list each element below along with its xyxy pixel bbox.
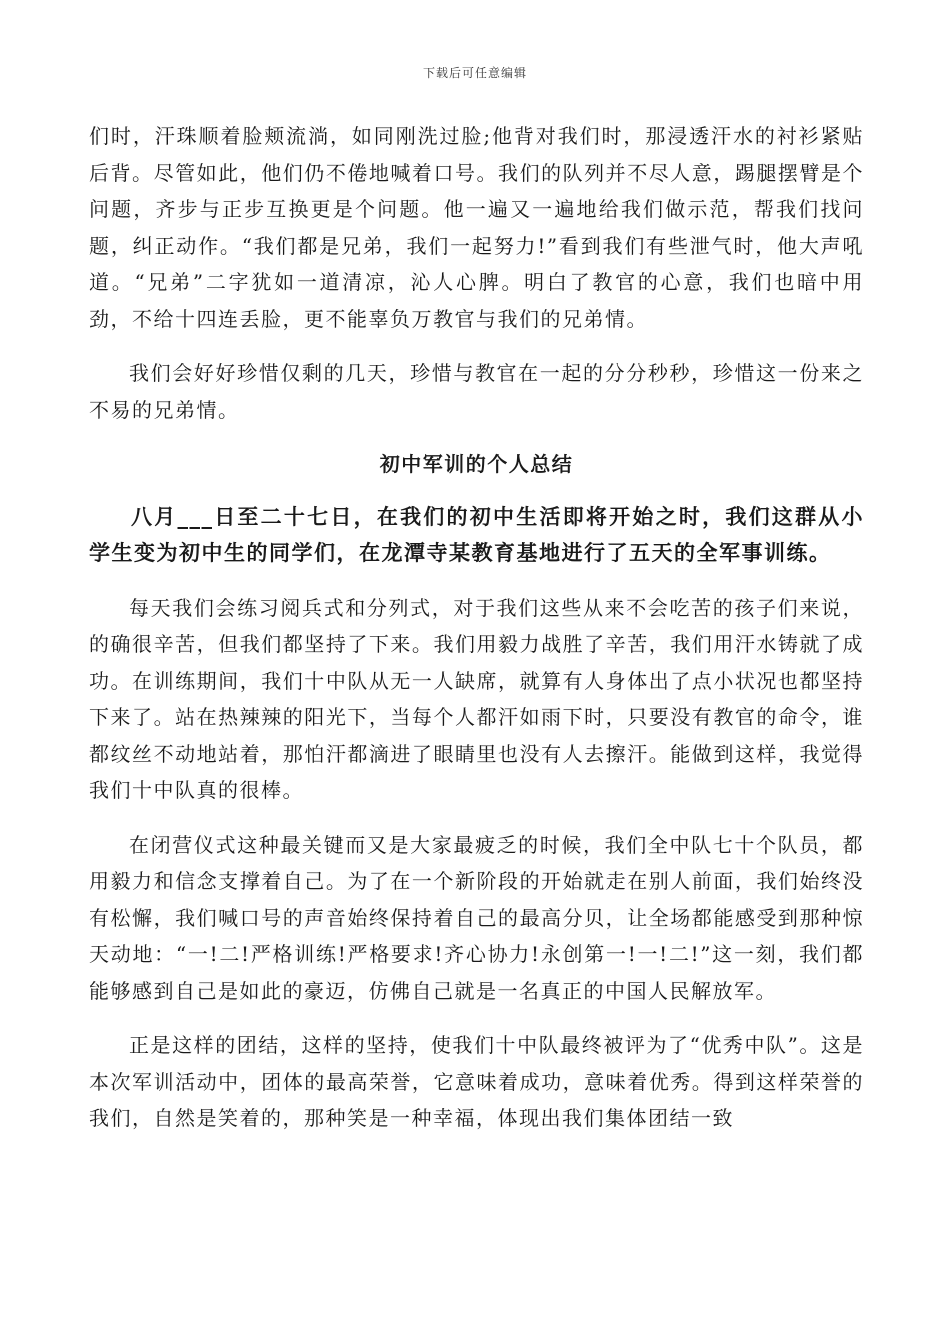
paragraph-2: 我们会好好珍惜仅剩的几天，珍惜与教官在一起的分分秒秒，珍惜这一份来之不易的兄弟情。 (89, 361, 864, 422)
page-header: 下载后可任意编辑 (422, 66, 527, 80)
paragraph-4: 每天我们会练习阅兵式和分列式，对于我们这些从来不会吃苦的孩子们来说，的确很辛苦，但我们都坚持了下来。我们用毅力战胜了辛苦，我们用汗水铸就了成功。在训练期间，我们十中队从无一人缺席，就算有人身体出了点小状况也都坚持下来了。站在热辣辣的阳光下，当每个人都汗如雨下时，只要没有教官的命令，谁都纹丝不动地站着，那怕汗都滴进了眼睛里也没有人去擦汗。能做到这样，我觉得我们十中队真的很棒。 (89, 595, 864, 802)
paragraph-1: 们时，汗珠顺着脸颊流淌，如同刚洗过脸;他背对我们时，那浸透汗水的衬衫紧贴后背。尽管如此，他们仍不倦地喊着口号。我们的队列并不尽人意，踢腿摆臂是个问题，齐步与正步互换更是个问题。他一遍又一遍地给我们做示范，帮我们找问题，纠正动作。“我们都是兄弟，我们一起努力!”看到我们有些泄气时，他大声吼道。“兄弟”二字犹如一道清凉，沁人心脾。明白了教官的心意，我们也暗中用劲，不给十四连丢脸，更不能辜负万教官与我们的兄弟情。 (89, 124, 864, 331)
paragraph-5: 在闭营仪式这种最关键而又是大家最疲乏的时候，我们全中队七十个队员，都用毅力和信念支撑着自己。为了在一个新阶段的开始就走在别人前面，我们始终没有松懈，我们喊口号的声音始终保持着自己的最高分贝，让全场都能感受到那种惊天动地：“一!二!严格训练!严格要求!齐心协力!永创第一!一!二!”这一刻，我们都能够感到自己是如此的豪迈，仿佛自己就是一名真正的中国人民解放军。 (89, 832, 864, 1003)
paragraph-3-bold: 八月___日至二十七日，在我们的初中生活即将开始之时，我们这群从小学生变为初中生的同学们，在龙潭寺某教育基地进行了五天的全军事训练。 (89, 503, 864, 565)
section-title: 初中军训的个人总结 (379, 452, 574, 476)
document-body (89, 118, 864, 1155)
paragraph-6: 正是这样的团结，这样的坚持，使我们十中队最终被评为了“优秀中队”。这是本次军训活动中，团体的最高荣誉，它意味着成功，意味着优秀。得到这样荣誉的我们，自然是笑着的，那种笑是一种幸福，体现出我们集体团结一致 (89, 1033, 864, 1130)
